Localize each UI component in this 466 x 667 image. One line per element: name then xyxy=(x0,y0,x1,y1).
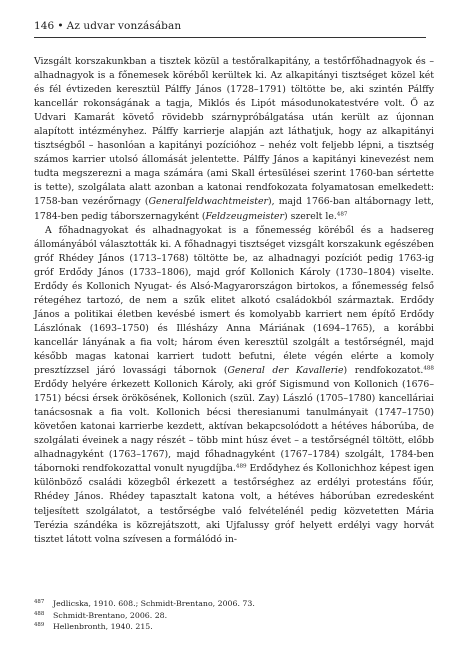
text-run: Erdődy helyére érkezett Kollonich Károly, aki gróf Sigismund von Kollonich (1676–1751) bécsi érsek örökösének, Kollonich (szül. Zay) László (1705–1780) kancelláriai tanácsosnak a fia volt. Kollonich bécsi theresianumi tanulmányait (1747–1750) követően katonai karrierbe kezdett, aktívan bekapcsolódott a hétéves háborúba, de szolgálati éveinek a nagy részét – több mint húsz évet – a testőrségnél töltött, előbb alhadnagyként (1763–1767), majd főhadnagyként (1767–1784) szolgált, 1784-ben tábornoki rendfokozattal vonult nyugdíjba. xyxy=(34,379,434,475)
footnote-number: 488 xyxy=(34,610,45,617)
header-separator: • xyxy=(57,20,64,32)
text-run: ), majd 1766-ban altábornagy lett, 1784-ben pedig táborszernagyként ( xyxy=(34,196,434,222)
footnote-number: 489 xyxy=(34,622,45,629)
text-run: ) szerelt le. xyxy=(284,210,337,222)
paragraph xyxy=(34,224,434,547)
footnotes xyxy=(34,598,434,633)
footnote-text: Hellenbronth, 1940. 215. xyxy=(53,622,153,632)
running-title: Az udvar vonzásában xyxy=(66,20,182,32)
running-header xyxy=(34,20,426,38)
text-run: A főhadnagyokat és alhadnagyokat is a főnemesség köréből és a hadsereg állományából választották ki. A főhadnagyi tisztséget vizsgált korszakunk egészében gróf Rhédey János (1713–1768) töltötte be, az alhadnagyi pozíciót pedig 1763-ig gróf Erdődy János (1733–1806), majd gróf Kollonich Károly (1730–1804) viselte. Erdődy és Kollonich Nyugat- és Alsó-Magyarországon birtokos, a főnemesség felső rétegéhez tartozó, de nem a szűk elitet alkotó családokból származtak. Erdődy János a politikai életben kevésbé ismert és komolyabb karriert nem építő Erdődy Lászlónak (1693–1750) és Illésházy Anna Máriának (1694–1765), a korábbi kancellár lányának a fia volt; három éven keresztül szolgált a testőrségnél, majd később magas katonai karriert tudott befutni, élete végén elérte a komoly presztízzsel járó lovassági tábornok ( xyxy=(34,224,434,377)
text-run: Erdődyhez és Kollonichhoz képest igen különböző családi közegből érkezett a testőrséghez az erdélyi protestáns főúr, Rhédey János. Rhédey tapasztalt katona volt, a hétéves háborúban ezredesként teljesített szolgálatot, a testőrségbe való felvételénél pedig közvetetten Mária Terézia szándéka is közrejátszott, aki Ujfalussy gróf helyett erdélyi vagy horvát tisztet látott volna szívesen a formálódó in- xyxy=(34,463,434,545)
footnote-text: Jedlicska, 1910. 608.; Schmidt-Brentano, 2006. 73. xyxy=(53,599,255,608)
paragraph xyxy=(34,55,434,224)
footnote-number: 487 xyxy=(34,599,45,605)
footnote-ref: 487 xyxy=(336,211,348,218)
footnote xyxy=(34,610,434,622)
footnote-text: Schmidt-Brentano, 2006. 28. xyxy=(53,610,168,620)
footnote xyxy=(34,598,434,610)
body-text xyxy=(34,55,434,547)
italic-term: General der Kavallerie xyxy=(227,365,344,377)
text-run: Vizsgált korszakunkban a tisztek közül a testőralkapitány, a testőrfőhadnagyok és – alhadnagyok is a főnemesek köréből kerültek ki. Az alkapitányi tisztséget közel két és fél évtizeden keresztül Pálffy János (1728–1791) töltötte be, aki szintén Pálffy kancellár rokonságának a tagja, Miklós és Lipót másodunokatestvére volt. Ő az Udvari Kamarát követő rövidebb szárnypróbálgatása után került az újonnan alapított intézményhez. Pálffy karrierje alapján azt láthatjuk, hogy az alkapitányi tisztségből – hasonlóan a kapitányi pozícióhoz – nehéz volt feljebb lépni, a tisztség számos karrier utolsó állomását jelentette. Pálffy János a kapitányi kinevezést nem tudta megszerezni a maga számára (ami Skall értesülései szerint 1760-ban sértette is tette), szolgálata alatt azonban a katonai rendfokozata folyamatosan emelkedett: 1758-ban vezérőrnagy ( xyxy=(34,56,434,208)
footnote-ref: 489 xyxy=(235,463,247,470)
italic-term: Generalfeldwachtmeister xyxy=(148,196,268,208)
page-number: 146 xyxy=(34,20,55,32)
italic-term: Feldzeugmeister xyxy=(205,210,284,222)
footnote-ref: 488 xyxy=(423,365,434,372)
text-run: ) rendfokozatot. xyxy=(343,365,424,377)
footnote xyxy=(34,621,434,633)
